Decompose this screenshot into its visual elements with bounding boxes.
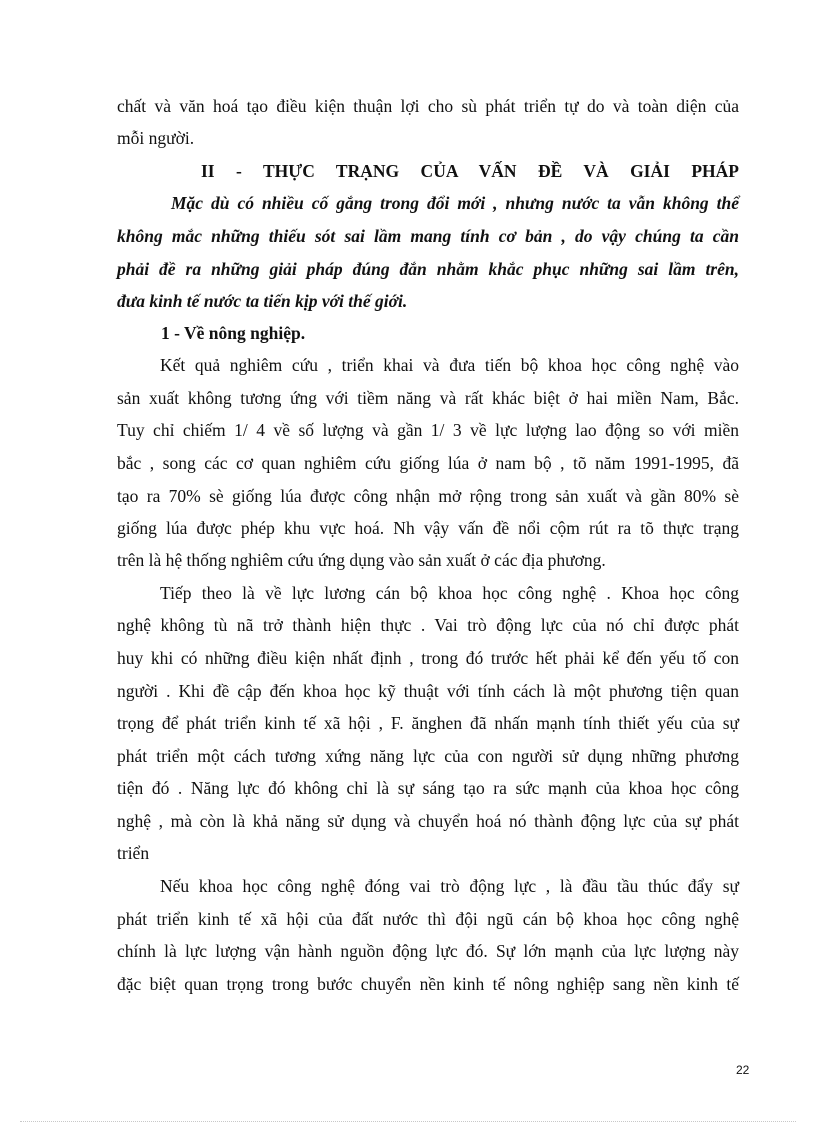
subsection-heading: 1 - Về nông nghiệp. xyxy=(161,323,306,343)
body-text-line: Kết quả nghiêm cứu , triển khai và đưa tiến bộ khoa học công nghệ vào xyxy=(160,355,739,375)
body-text-line: phát triển kinh tế xã hội của đất nước thì đội ngũ cán bộ khoa học công nghệ xyxy=(117,909,739,929)
intro-italic-line: Mặc dù có nhiều cố gắng trong đổi mới , nhưng nước ta vẫn không thể xyxy=(171,193,739,213)
body-text-line: tạo ra 70% sè giống lúa được công nhận mở rộng trong sản xuất và gần 80% sè xyxy=(117,486,739,506)
body-text-line: huy khi có những điều kiện nhất định , trong đó trước hết phải kể đến yếu tố con xyxy=(117,648,739,668)
section-heading: II - THỰC TRẠNG CỦA VẤN ĐỀ VÀ GIẢI PHÁP xyxy=(201,161,739,181)
body-text-line: đặc biệt quan trọng trong bước chuyển nền kinh tế nông nghiệp sang nền kinh tế xyxy=(117,974,739,994)
intro-italic-line: phải đề ra những giải pháp đúng đắn nhằm khắc phục những sai lầm trên, xyxy=(117,259,739,279)
body-text-line: sản xuất không tương ứng với tiềm năng và rất khác biệt ở hai miền Nam, Bắc. xyxy=(117,388,739,408)
body-text-line: nghệ không tù nã trở thành hiện thực . Vai trò động lực của nó chỉ được phát xyxy=(117,615,739,635)
body-text-line: giống lúa được phép khu vực hoá. Nh vậy vấn đề nổi cộm rút ra tõ thực trạng xyxy=(117,518,739,538)
body-text-line: nghệ , mà còn là khả năng sử dụng và chuyển hoá nó thành động lực của sự phát xyxy=(117,811,739,831)
page-number: 22 xyxy=(736,1063,750,1077)
body-text-line: người . Khi đề cập đến khoa học kỹ thuật với tính cách là một phương tiện quan xyxy=(117,681,739,701)
page-bottom-divider xyxy=(20,1121,796,1122)
body-text-line: trọng để phát triển kinh tế xã hội , F. ănghen đã nhấn mạnh tính thiết yếu của sự xyxy=(117,713,739,733)
body-text-line: chính là lực lượng vận hành nguồn động lực đó. Sự lớn mạnh của lực lượng này xyxy=(117,941,739,961)
intro-italic-line: đưa kinh tế nước ta tiến kịp với thế giới. xyxy=(117,291,408,311)
intro-italic-line: không mắc những thiếu sót sai lầm mang tính cơ bản , do vậy chúng ta cần xyxy=(117,226,739,246)
body-text-line: triển xyxy=(117,843,150,863)
body-text-line: bắc , song các cơ quan nghiêm cứu giống lúa ở nam bộ , tõ năm 1991-1995, đã xyxy=(117,453,739,473)
body-text-line: chất và văn hoá tạo điều kiện thuận lợi cho sù phát triển tự do và toàn diện của xyxy=(117,96,739,116)
body-text-line: Tuy chỉ chiếm 1/ 4 về số lượng và gần 1/ 3 về lực lượng lao động so với miền xyxy=(117,420,739,440)
body-text-line: phát triển một cách tương xứng năng lực của con người sử dụng những phương xyxy=(117,746,739,766)
body-text-line: tiện đó . Năng lực đó không chỉ là sự sáng tạo ra sức mạnh của khoa học công xyxy=(117,778,739,798)
body-text-line: trên là hệ thống nghiêm cứu ứng dụng vào sản xuất ở các địa phương. xyxy=(117,550,606,570)
body-text-line: Nếu khoa học công nghệ đóng vai trò động lực , là đầu tầu thúc đẩy sự xyxy=(160,876,739,896)
body-text-line: mỗi người. xyxy=(117,128,195,148)
body-text-line: Tiếp theo là về lực lương cán bộ khoa học công nghệ . Khoa học công xyxy=(160,583,739,603)
